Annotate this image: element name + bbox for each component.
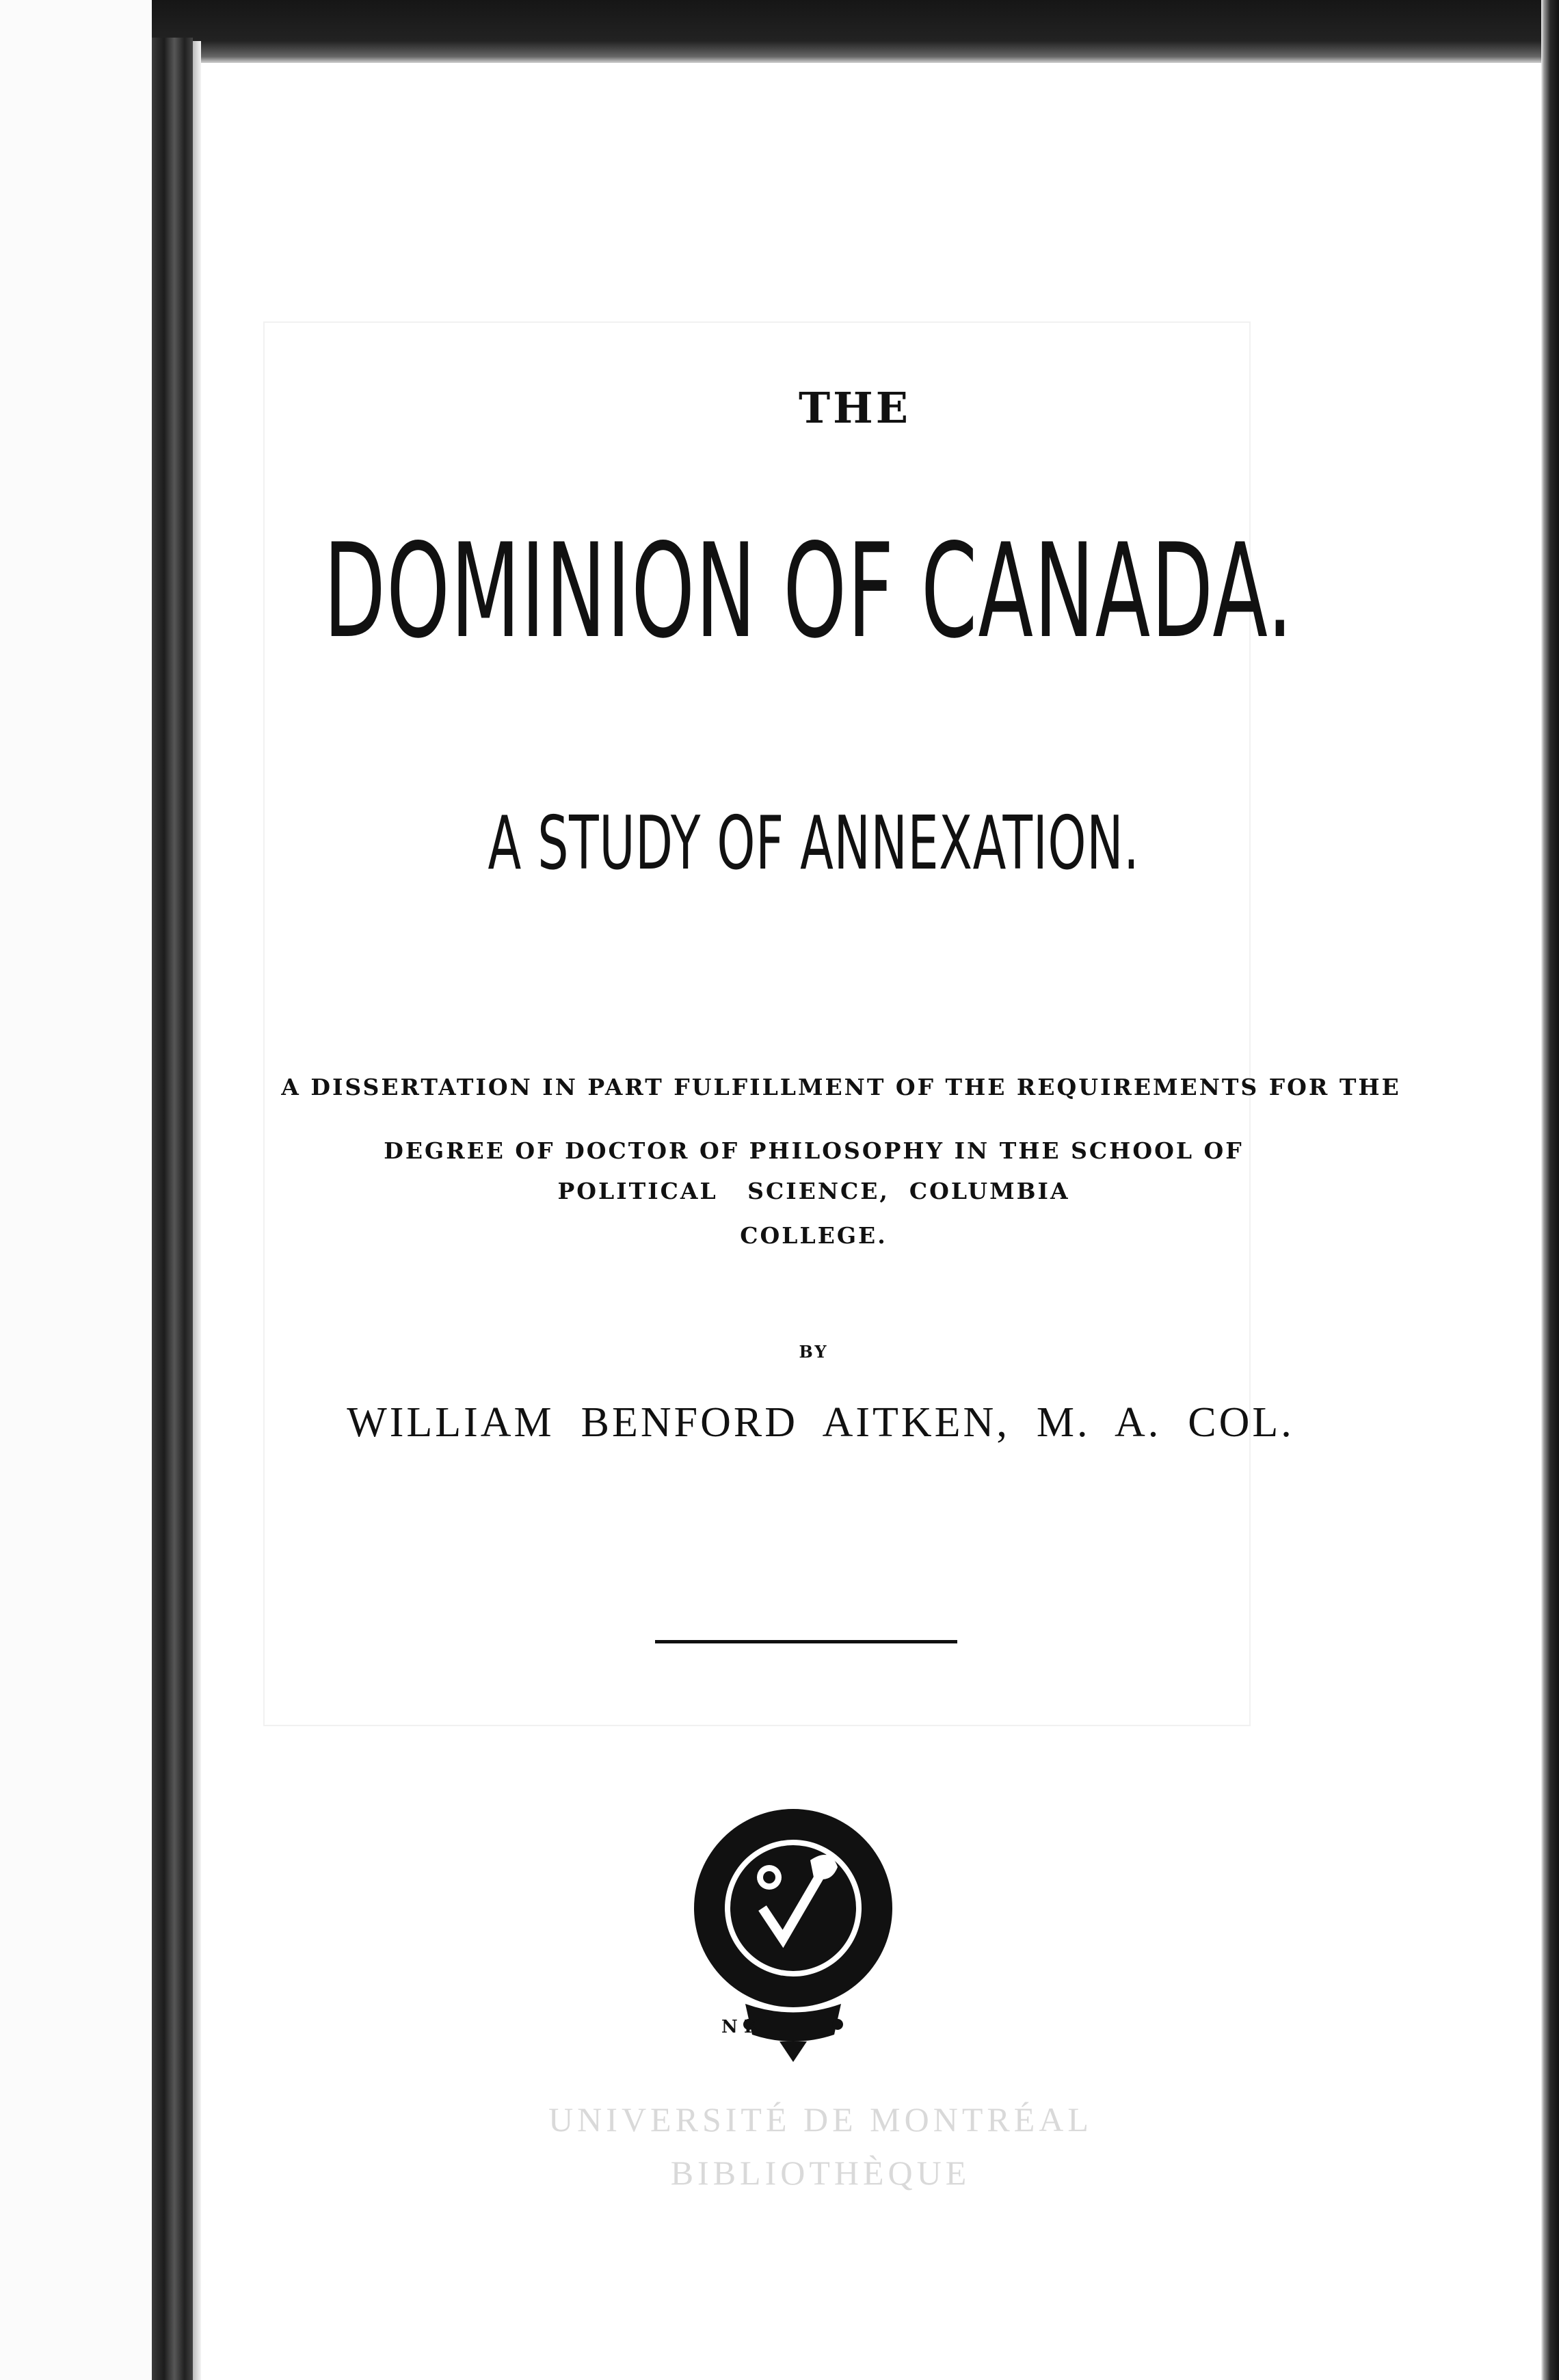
seal-monogram: N K xyxy=(721,2017,760,2037)
scan-top-edge xyxy=(152,0,1559,63)
title-the: THE xyxy=(799,383,911,433)
dissertation-line-2: DEGREE OF DOCTOR OF PHILOSOPHY IN THE SCHOOL OF xyxy=(384,1137,1244,1164)
dissertation-line-1: A DISSERTATION IN PART FULFILLMENT OF THE REQUIREMENTS FOR THE xyxy=(281,1074,1401,1100)
horizontal-rule xyxy=(655,1640,957,1643)
dissertation-line-3: POLITICAL SCIENCE, COLUMBIA xyxy=(557,1178,1070,1204)
main-title: DOMINION OF CANADA. xyxy=(323,516,1294,667)
library-stamp-line-2: BIBLIOTHÈQUE xyxy=(670,2154,971,2192)
dissertation-line-4: COLLEGE. xyxy=(740,1222,888,1249)
subtitle: A STUDY OF ANNEXATION. xyxy=(488,801,1140,886)
library-stamp-line-1: UNIVERSITÉ DE MONTRÉAL xyxy=(548,2100,1093,2139)
author-name: WILLIAM BENFORD AITKEN, M. A. COL. xyxy=(347,1399,1294,1446)
publisher-seal-icon xyxy=(684,1806,903,2065)
by-label: BY xyxy=(799,1342,829,1362)
